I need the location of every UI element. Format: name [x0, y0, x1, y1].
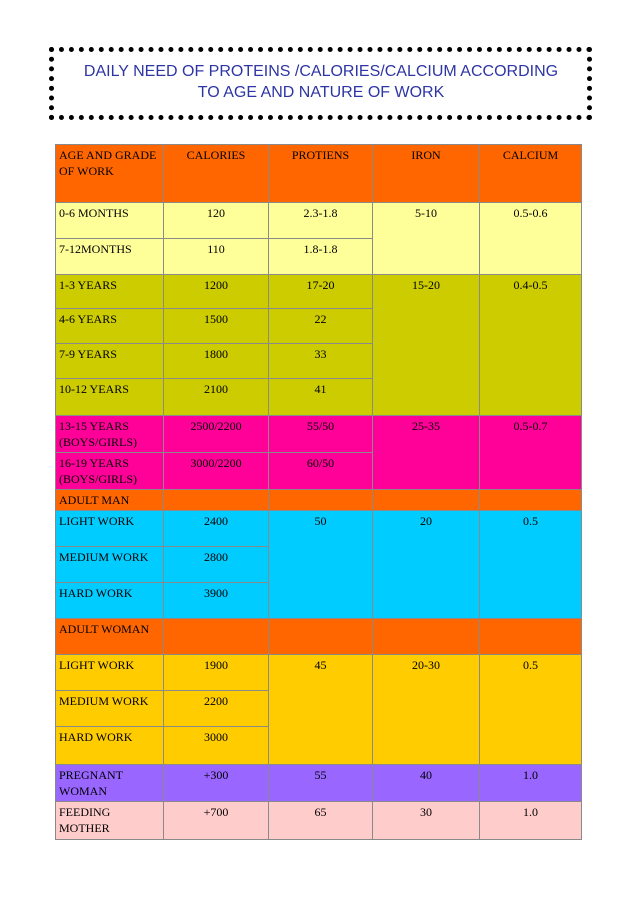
iron-cell: 30 — [373, 802, 480, 840]
calories-cell: +300 — [164, 765, 269, 802]
age-cell: MEDIUM WORK — [56, 691, 164, 727]
section-row-adult-man — [56, 490, 582, 511]
calories-cell: 1900 — [164, 655, 269, 691]
calcium-cell: 0.5-0.7 — [480, 416, 582, 490]
table-row — [56, 802, 582, 840]
calories-cell: 2400 — [164, 511, 269, 547]
proteins-cell: 22 — [269, 309, 373, 344]
calories-cell: 3000 — [164, 727, 269, 765]
proteins-cell: 33 — [269, 344, 373, 379]
iron-cell: 15-20 — [373, 275, 480, 416]
proteins-cell: 1.8-1.8 — [269, 239, 373, 275]
section-row-adult-woman — [56, 619, 582, 655]
calcium-cell: 1.0 — [480, 765, 582, 802]
calories-cell: 2200 — [164, 691, 269, 727]
calories-cell: 3900 — [164, 583, 269, 619]
age-cell: LIGHT WORK — [56, 511, 164, 547]
age-cell: HARD WORK — [56, 727, 164, 765]
calories-cell: 1800 — [164, 344, 269, 379]
calories-cell: +700 — [164, 802, 269, 840]
proteins-cell: 65 — [269, 802, 373, 840]
nutrition-table — [55, 144, 582, 840]
proteins-cell: 60/50 — [269, 453, 373, 490]
page-title — [56, 54, 586, 114]
table-row — [56, 765, 582, 802]
header-proteins: PROTIENS — [269, 145, 373, 203]
iron-cell: 5-10 — [373, 203, 480, 275]
title-line-2: TO AGE AND NATURE OF WORK — [197, 84, 445, 101]
header-calcium: CALCIUM — [480, 145, 582, 203]
iron-cell: 25-35 — [373, 416, 480, 490]
calories-cell: 2500/2200 — [164, 416, 269, 453]
calories-cell: 2100 — [164, 379, 269, 416]
section-label: ADULT WOMAN — [56, 619, 164, 655]
calories-cell: 2800 — [164, 547, 269, 583]
proteins-cell: 55/50 — [269, 416, 373, 453]
proteins-cell: 17-20 — [269, 275, 373, 309]
iron-cell: 40 — [373, 765, 480, 802]
calcium-cell: 0.5 — [480, 655, 582, 765]
title-line-1: DAILY NEED OF PROTEINS /CALORIES/CALCIUM ACCORDING — [83, 63, 559, 80]
calcium-cell: 1.0 — [480, 802, 582, 840]
calories-cell: 1500 — [164, 309, 269, 344]
age-cell: 1-3 YEARS — [56, 275, 164, 309]
table-row — [56, 275, 582, 309]
age-cell: LIGHT WORK — [56, 655, 164, 691]
section-label: ADULT MAN — [56, 490, 164, 511]
age-cell: MEDIUM WORK — [56, 547, 164, 583]
header-calories: CALORIES — [164, 145, 269, 203]
header-iron: IRON — [373, 145, 480, 203]
calcium-cell: 0.4-0.5 — [480, 275, 582, 416]
header-age: AGE AND GRADE OF WORK — [56, 145, 164, 203]
table-row — [56, 416, 582, 453]
proteins-cell: 41 — [269, 379, 373, 416]
calories-cell: 1200 — [164, 275, 269, 309]
proteins-cell: 45 — [269, 655, 373, 765]
calcium-cell: 0.5 — [480, 511, 582, 619]
iron-cell: 20 — [373, 511, 480, 619]
table-row — [56, 203, 582, 239]
age-cell: 13-15 YEARS (BOYS/GIRLS) — [56, 416, 164, 453]
calories-cell: 3000/2200 — [164, 453, 269, 490]
age-cell: 4-6 YEARS — [56, 309, 164, 344]
calcium-cell: 0.5-0.6 — [480, 203, 582, 275]
age-cell: FEEDING MOTHER — [56, 802, 164, 840]
age-cell: 7-9 YEARS — [56, 344, 164, 379]
table-row — [56, 655, 582, 691]
age-cell: HARD WORK — [56, 583, 164, 619]
age-cell: 0-6 MONTHS — [56, 203, 164, 239]
header-row — [56, 145, 582, 203]
proteins-cell: 2.3-1.8 — [269, 203, 373, 239]
calories-cell: 110 — [164, 239, 269, 275]
table-row — [56, 511, 582, 547]
iron-cell: 20-30 — [373, 655, 480, 765]
age-cell: 16-19 YEARS (BOYS/GIRLS) — [56, 453, 164, 490]
proteins-cell: 55 — [269, 765, 373, 802]
age-cell: 10-12 YEARS — [56, 379, 164, 416]
proteins-cell: 50 — [269, 511, 373, 619]
age-cell: PREGNANT WOMAN — [56, 765, 164, 802]
calories-cell: 120 — [164, 203, 269, 239]
age-cell: 7-12MONTHS — [56, 239, 164, 275]
